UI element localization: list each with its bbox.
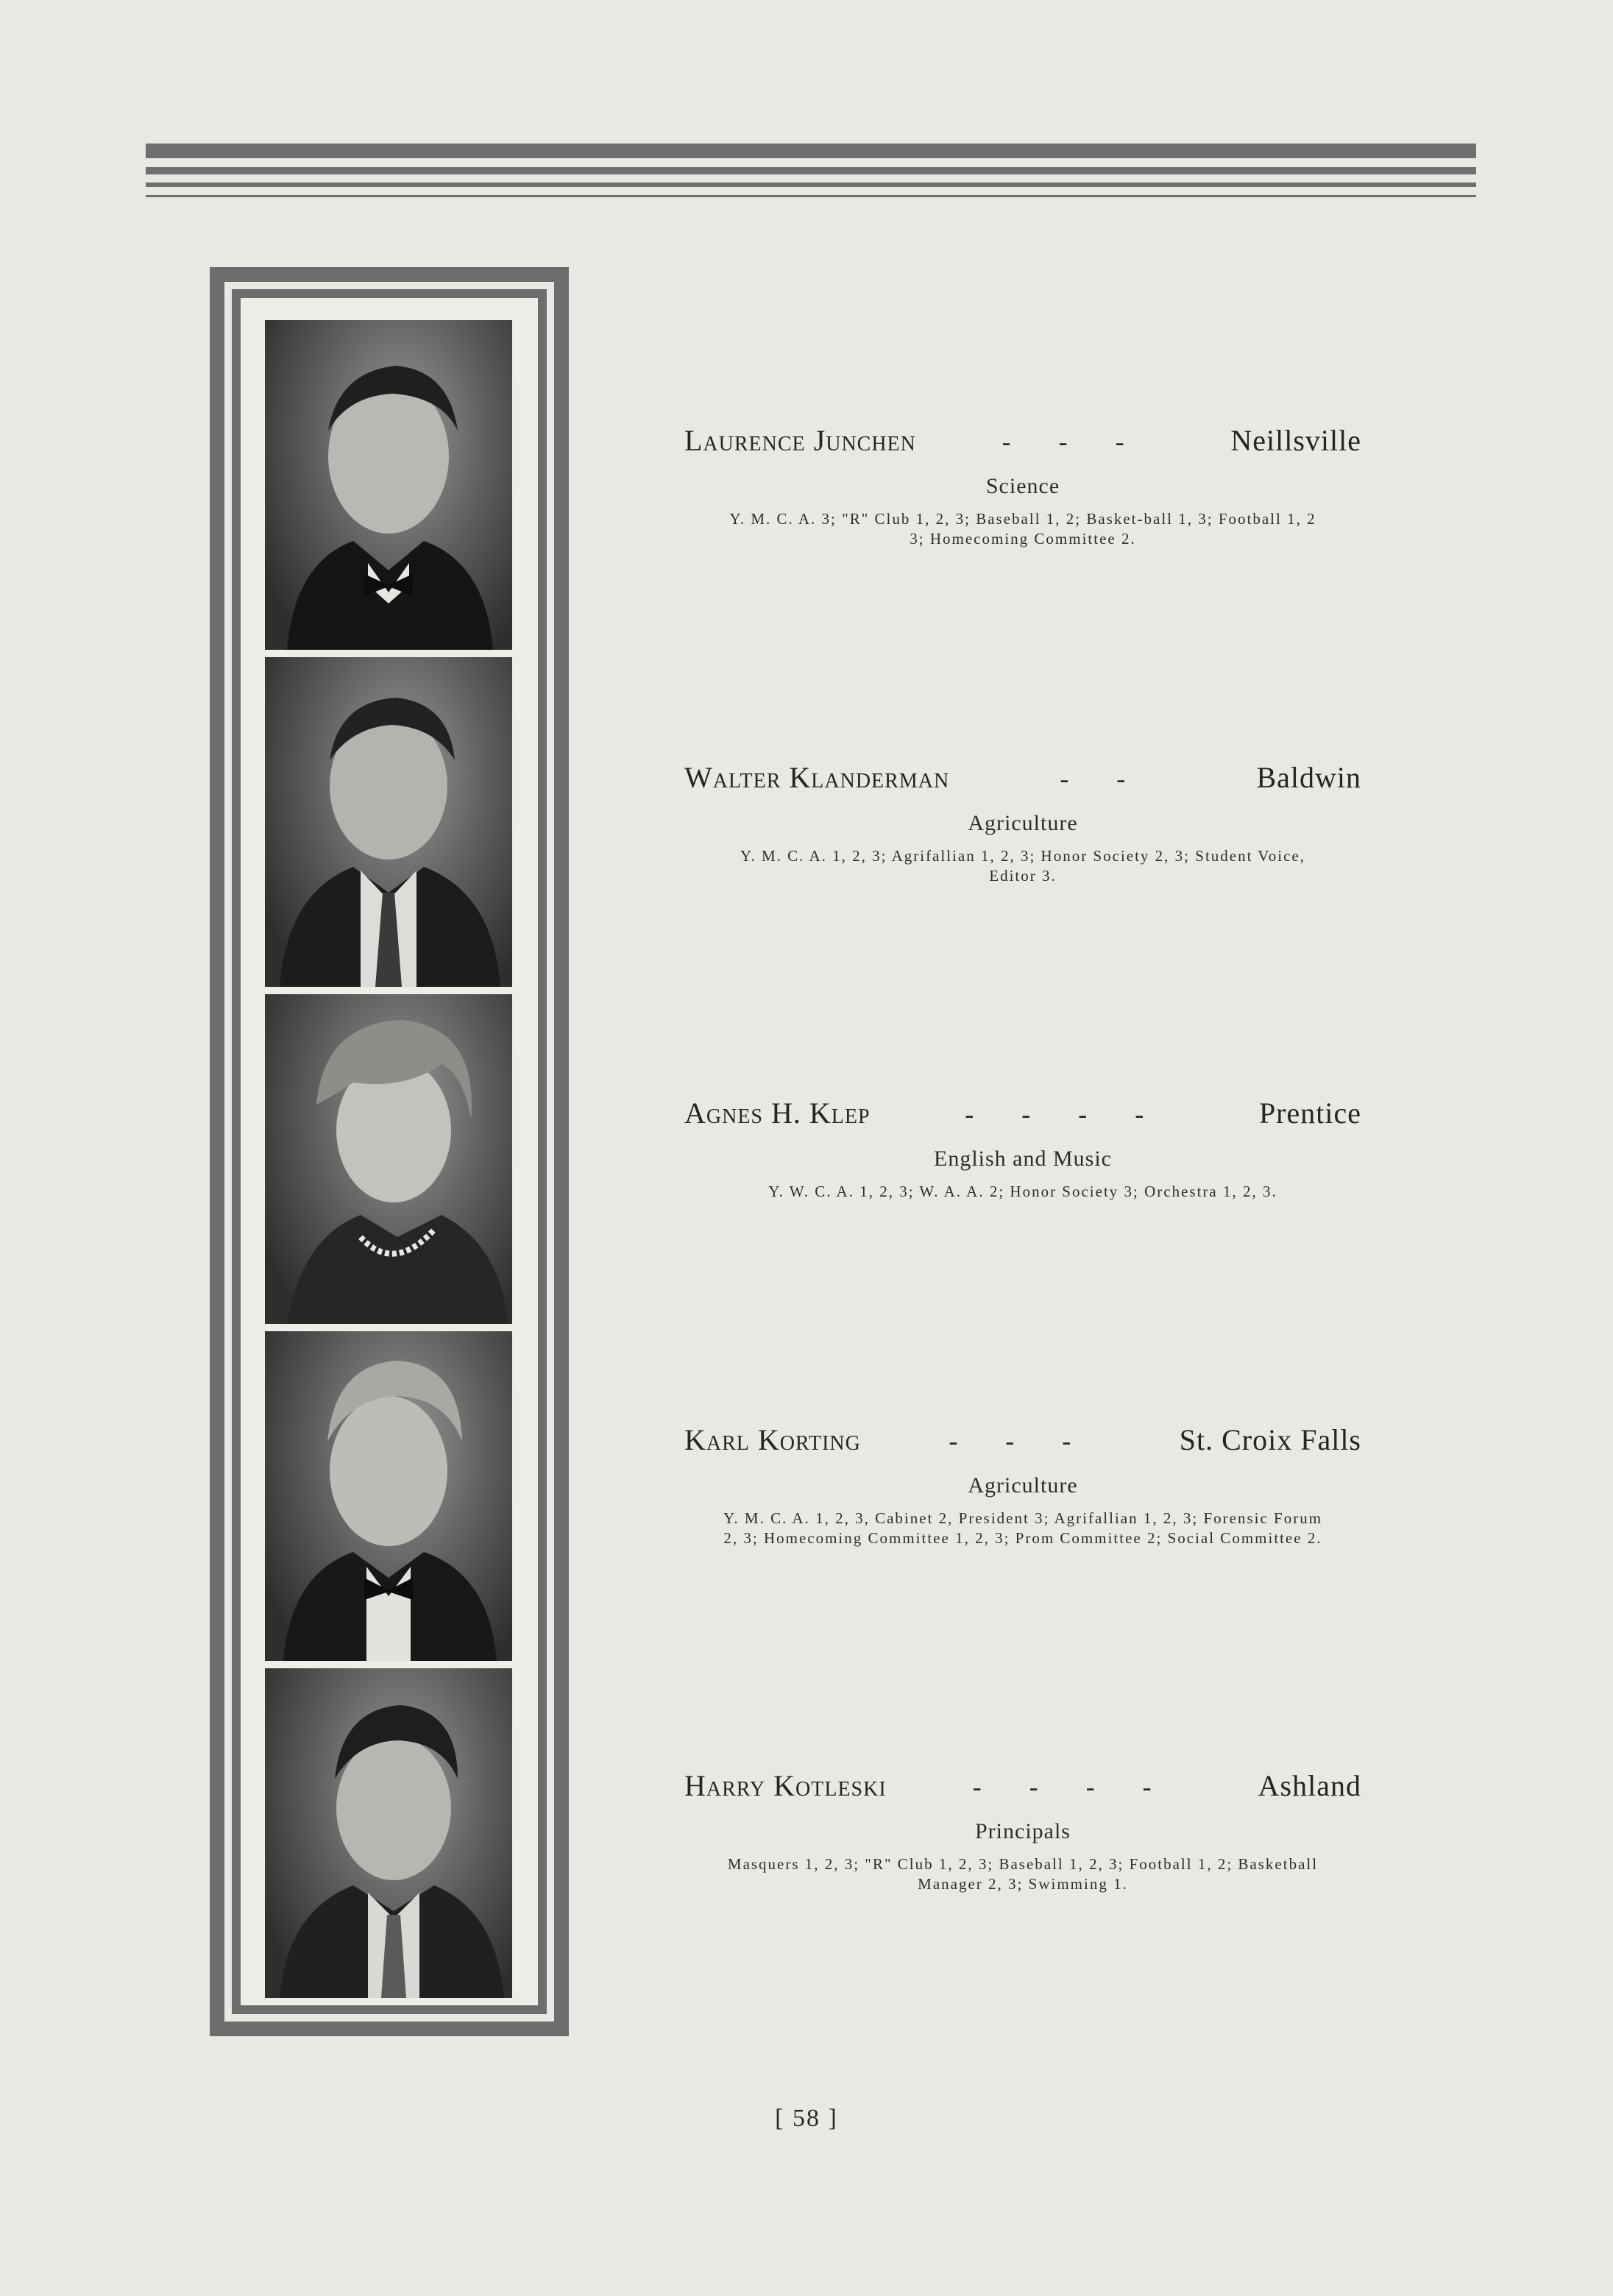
- student-name: Karl Korting: [684, 1423, 861, 1456]
- page-number: [ 58 ]: [775, 2105, 838, 2132]
- course-of-study: Agriculture: [968, 1473, 1078, 1498]
- student-name: Agnes H. Klep: [684, 1096, 871, 1130]
- portrait-image: [265, 657, 512, 987]
- portrait-photo-korting: [265, 1331, 512, 1661]
- student-name: Laurence Junchen: [684, 424, 916, 457]
- hometown: Prentice: [1258, 1096, 1361, 1130]
- course-of-study: English and Music: [934, 1147, 1112, 1171]
- hometown: Neillsville: [1230, 424, 1361, 457]
- portrait-photo-junchen: [265, 320, 512, 650]
- student-entry: [684, 423, 1361, 549]
- portrait-photo-kotleski: [265, 1668, 512, 1998]
- header-rule: [146, 167, 1476, 174]
- hometown: Ashland: [1258, 1769, 1361, 1802]
- course-of-study: Agriculture: [968, 811, 1078, 835]
- student-name-line: [684, 423, 1361, 458]
- student-entry: [684, 1768, 1361, 1894]
- student-name-line: [684, 1422, 1361, 1457]
- student-name-line: [684, 760, 1361, 795]
- dash-leader: - - - -: [965, 1099, 1165, 1129]
- header-rule: [146, 195, 1476, 197]
- activities-list: Y. M. C. A. 1, 2, 3; Agrifallian 1, 2, 3; Honor Society 2, 3; Student Voice, Editor 3.: [740, 847, 1305, 885]
- dash-leader: - -: [1060, 764, 1146, 793]
- header-rule: [146, 144, 1476, 158]
- student-entry: [684, 1096, 1361, 1202]
- dash-leader: - - -: [949, 1426, 1092, 1456]
- activities-list: Masquers 1, 2, 3; "R" Club 1, 2, 3; Baseball 1, 2, 3; Football 1, 2; Basketball Manager 2, 3; Swimming 1.: [727, 1855, 1319, 1893]
- portrait-photo-klep: [265, 994, 512, 1324]
- student-name-line: [684, 1096, 1361, 1130]
- course-of-study: Principals: [975, 1819, 1071, 1843]
- portrait-image: [265, 994, 512, 1324]
- portrait-image: [265, 1668, 512, 1998]
- portrait-image: [265, 320, 512, 650]
- portrait-image: [265, 1331, 512, 1661]
- course-of-study: Science: [985, 474, 1060, 498]
- student-entry: [684, 1422, 1361, 1548]
- activities-list: Y. M. C. A. 1, 2, 3, Cabinet 2, President 3; Agrifallian 1, 2, 3; Forensic Forum 2, 3; Homecoming Committee 1, 2, 3; Prom Committee 2; Social Committee 2.: [723, 1509, 1323, 1547]
- student-name: Harry Kotleski: [684, 1769, 887, 1802]
- activities-list: Y. M. C. A. 3; "R" Club 1, 2, 3; Baseball 1, 2; Basket-ball 1, 3; Football 1, 2 3; Homecoming Committee 2.: [729, 510, 1316, 548]
- hometown: St. Croix Falls: [1179, 1423, 1361, 1456]
- activities-list: Y. W. C. A. 1, 2, 3; W. A. A. 2; Honor Society 3; Orchestra 1, 2, 3.: [768, 1183, 1277, 1200]
- header-rule: [146, 183, 1476, 187]
- student-name-line: [684, 1768, 1361, 1803]
- dash-leader: - - - -: [972, 1772, 1172, 1801]
- portrait-photo-klanderman: [265, 657, 512, 987]
- hometown: Baldwin: [1256, 761, 1361, 794]
- student-entry: [684, 760, 1361, 886]
- student-name: Walter Klanderman: [684, 761, 950, 794]
- dash-leader: - - -: [1002, 427, 1145, 456]
